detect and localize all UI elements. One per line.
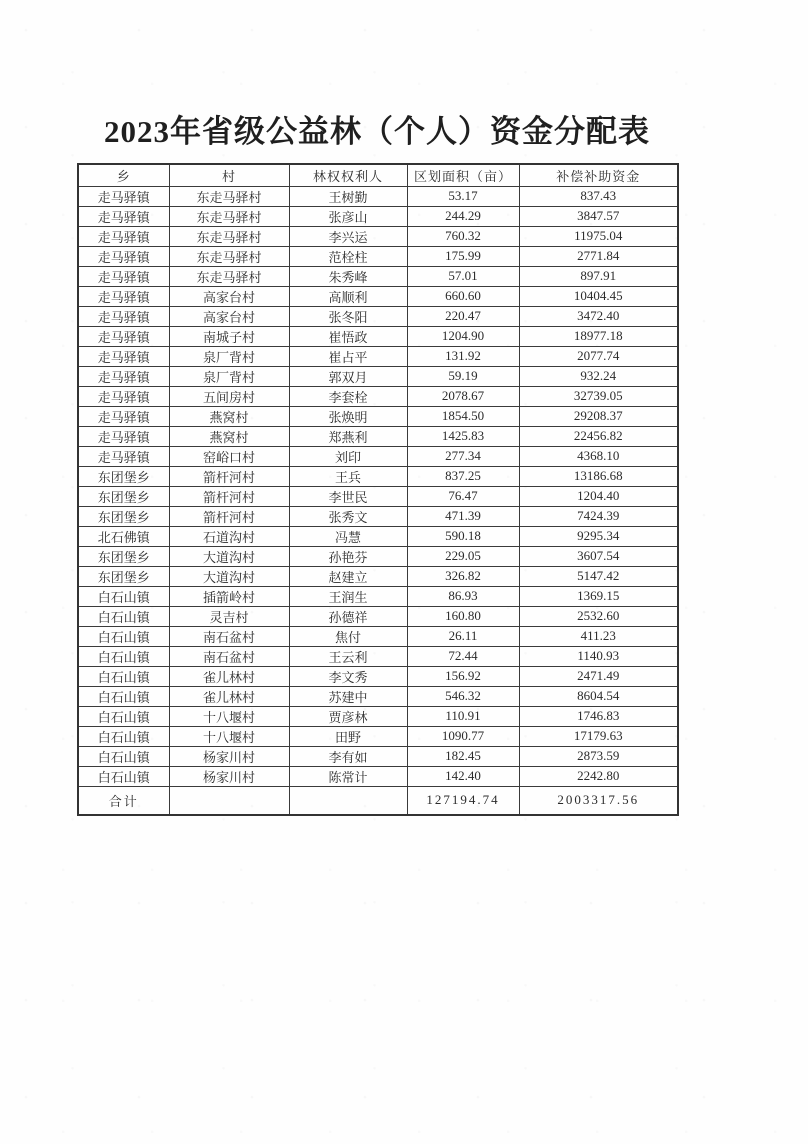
table-row [78,526,678,546]
cell-area: 1090.77 [407,726,519,746]
table-row [78,466,678,486]
cell-fund: 2471.49 [519,666,678,686]
cell-township: 走马驿镇 [78,426,169,446]
cell-village: 高家台村 [169,306,289,326]
cell-fund: 411.23 [519,626,678,646]
cell-rights-holder: 郑燕利 [289,426,407,446]
table-header [78,164,678,186]
cell-rights-holder: 李套栓 [289,386,407,406]
cell-township: 白石山镇 [78,646,169,666]
cell-area: 76.47 [407,486,519,506]
cell-village: 大道沟村 [169,566,289,586]
total-label: 合计 [78,786,169,815]
cell-area: 1425.83 [407,426,519,446]
cell-township: 北石佛镇 [78,526,169,546]
cell-fund: 22456.82 [519,426,678,446]
cell-village: 泉厂背村 [169,346,289,366]
cell-fund: 5147.42 [519,566,678,586]
cell-area: 110.91 [407,706,519,726]
cell-township: 走马驿镇 [78,206,169,226]
table-row [78,746,678,766]
cell-village: 东走马驿村 [169,246,289,266]
table-row [78,346,678,366]
cell-rights-holder: 苏建中 [289,686,407,706]
cell-township: 东团堡乡 [78,546,169,566]
table-row [78,286,678,306]
cell-township: 走马驿镇 [78,366,169,386]
cell-rights-holder: 王兵 [289,466,407,486]
cell-fund: 3847.57 [519,206,678,226]
cell-area: 660.60 [407,286,519,306]
cell-fund: 8604.54 [519,686,678,706]
cell-area: 131.92 [407,346,519,366]
cell-village: 高家台村 [169,286,289,306]
cell-fund: 9295.34 [519,526,678,546]
cell-village: 灵吉村 [169,606,289,626]
cell-area: 244.29 [407,206,519,226]
table-row [78,766,678,786]
cell-village: 东走马驿村 [169,186,289,206]
table-row [78,446,678,466]
table-row [78,546,678,566]
cell-rights-holder: 郭双月 [289,366,407,386]
cell-fund: 897.91 [519,266,678,286]
table-row [78,326,678,346]
cell-rights-holder: 赵建立 [289,566,407,586]
cell-area: 471.39 [407,506,519,526]
cell-village: 箭杆河村 [169,506,289,526]
table-row [78,706,678,726]
table-row [78,186,678,206]
column-header-rights-holder: 林权权利人 [289,164,407,186]
table-row [78,246,678,266]
column-header-area: 区划面积（亩） [407,164,519,186]
fund-allocation-table [77,163,679,816]
cell-fund: 29208.37 [519,406,678,426]
cell-township: 走马驿镇 [78,226,169,246]
cell-rights-holder: 李有如 [289,746,407,766]
cell-rights-holder: 王云利 [289,646,407,666]
cell-fund: 10404.45 [519,286,678,306]
cell-area: 182.45 [407,746,519,766]
cell-area: 546.32 [407,686,519,706]
cell-rights-holder: 焦付 [289,626,407,646]
table-row [78,206,678,226]
cell-area: 590.18 [407,526,519,546]
cell-fund: 32739.05 [519,386,678,406]
cell-village: 南城子村 [169,326,289,346]
cell-area: 53.17 [407,186,519,206]
total-empty-rights-holder [289,786,407,815]
cell-rights-holder: 李文秀 [289,666,407,686]
cell-township: 东团堡乡 [78,486,169,506]
cell-rights-holder: 崔悟政 [289,326,407,346]
cell-area: 57.01 [407,266,519,286]
cell-township: 走马驿镇 [78,286,169,306]
cell-rights-holder: 陈常计 [289,766,407,786]
cell-township: 白石山镇 [78,706,169,726]
cell-fund: 2532.60 [519,606,678,626]
cell-village: 燕窝村 [169,426,289,446]
cell-rights-holder: 王树勤 [289,186,407,206]
total-empty-village [169,786,289,815]
cell-township: 东团堡乡 [78,506,169,526]
cell-township: 走马驿镇 [78,326,169,346]
cell-township: 走马驿镇 [78,246,169,266]
cell-area: 760.32 [407,226,519,246]
cell-area: 72.44 [407,646,519,666]
cell-township: 走马驿镇 [78,266,169,286]
table-row [78,506,678,526]
cell-fund: 1204.40 [519,486,678,506]
cell-village: 箭杆河村 [169,466,289,486]
cell-fund: 2242.80 [519,766,678,786]
cell-village: 南石盆村 [169,626,289,646]
table-row [78,366,678,386]
cell-village: 雀儿林村 [169,686,289,706]
cell-township: 白石山镇 [78,586,169,606]
cell-fund: 2873.59 [519,746,678,766]
table-row [78,586,678,606]
table-row [78,266,678,286]
cell-rights-holder: 刘印 [289,446,407,466]
cell-village: 雀儿林村 [169,666,289,686]
cell-rights-holder: 田野 [289,726,407,746]
cell-rights-holder: 范栓柱 [289,246,407,266]
cell-rights-holder: 崔占平 [289,346,407,366]
document-title: 2023年省级公益林（个人）资金分配表 [104,114,650,149]
cell-village: 十八堰村 [169,706,289,726]
cell-fund: 932.24 [519,366,678,386]
cell-area: 175.99 [407,246,519,266]
cell-village: 箭杆河村 [169,486,289,506]
cell-rights-holder: 张彦山 [289,206,407,226]
table-footer [78,786,678,815]
cell-area: 86.93 [407,586,519,606]
cell-area: 229.05 [407,546,519,566]
cell-village: 十八堰村 [169,726,289,746]
cell-rights-holder: 孙德祥 [289,606,407,626]
cell-township: 白石山镇 [78,606,169,626]
cell-township: 走马驿镇 [78,406,169,426]
cell-township: 白石山镇 [78,626,169,646]
cell-area: 2078.67 [407,386,519,406]
cell-village: 东走马驿村 [169,206,289,226]
cell-area: 326.82 [407,566,519,586]
cell-rights-holder: 孙艳芬 [289,546,407,566]
cell-area: 1204.90 [407,326,519,346]
cell-township: 走马驿镇 [78,306,169,326]
cell-fund: 7424.39 [519,506,678,526]
total-fund-value: 2003317.56 [519,786,678,815]
table-row [78,226,678,246]
cell-fund: 13186.68 [519,466,678,486]
table-row [78,306,678,326]
table-row [78,426,678,446]
cell-fund: 837.43 [519,186,678,206]
cell-village: 插箭岭村 [169,586,289,606]
cell-township: 走马驿镇 [78,186,169,206]
table-row [78,566,678,586]
table-row [78,666,678,686]
cell-rights-holder: 张秀文 [289,506,407,526]
cell-village: 东走马驿村 [169,266,289,286]
cell-fund: 1369.15 [519,586,678,606]
cell-rights-holder: 朱秀峰 [289,266,407,286]
table-body [78,186,678,786]
cell-township: 东团堡乡 [78,466,169,486]
cell-area: 837.25 [407,466,519,486]
cell-village: 窑峪口村 [169,446,289,466]
cell-rights-holder: 王润生 [289,586,407,606]
cell-village: 大道沟村 [169,546,289,566]
cell-village: 燕窝村 [169,406,289,426]
cell-area: 220.47 [407,306,519,326]
table-row [78,406,678,426]
cell-rights-holder: 张冬阳 [289,306,407,326]
cell-area: 26.11 [407,626,519,646]
cell-fund: 18977.18 [519,326,678,346]
cell-fund: 2077.74 [519,346,678,366]
total-row [78,786,678,815]
table-header-row [78,164,678,186]
cell-fund: 11975.04 [519,226,678,246]
cell-fund: 4368.10 [519,446,678,466]
table-row [78,606,678,626]
cell-township: 白石山镇 [78,726,169,746]
cell-fund: 2771.84 [519,246,678,266]
cell-fund: 1140.93 [519,646,678,666]
cell-village: 石道沟村 [169,526,289,546]
cell-area: 142.40 [407,766,519,786]
cell-township: 白石山镇 [78,686,169,706]
table-row [78,386,678,406]
cell-village: 南石盆村 [169,646,289,666]
table-row [78,726,678,746]
cell-rights-holder: 李兴运 [289,226,407,246]
cell-area: 160.80 [407,606,519,626]
cell-township: 走马驿镇 [78,446,169,466]
cell-fund: 17179.63 [519,726,678,746]
cell-township: 白石山镇 [78,666,169,686]
cell-area: 59.19 [407,366,519,386]
column-header-township: 乡 [78,164,169,186]
table-row [78,486,678,506]
cell-village: 杨家川村 [169,746,289,766]
cell-village: 五间房村 [169,386,289,406]
cell-township: 走马驿镇 [78,386,169,406]
cell-township: 白石山镇 [78,766,169,786]
table-row [78,686,678,706]
total-area-value: 127194.74 [407,786,519,815]
cell-area: 156.92 [407,666,519,686]
cell-township: 白石山镇 [78,746,169,766]
cell-township: 东团堡乡 [78,566,169,586]
cell-rights-holder: 冯慧 [289,526,407,546]
cell-rights-holder: 高顺利 [289,286,407,306]
cell-rights-holder: 李世民 [289,486,407,506]
cell-fund: 3607.54 [519,546,678,566]
column-header-village: 村 [169,164,289,186]
cell-village: 杨家川村 [169,766,289,786]
cell-rights-holder: 贾彦林 [289,706,407,726]
cell-rights-holder: 张焕明 [289,406,407,426]
table-row [78,626,678,646]
cell-fund: 1746.83 [519,706,678,726]
cell-township: 走马驿镇 [78,346,169,366]
cell-area: 277.34 [407,446,519,466]
cell-village: 东走马驿村 [169,226,289,246]
table-row [78,646,678,666]
column-header-fund: 补偿补助资金 [519,164,678,186]
cell-area: 1854.50 [407,406,519,426]
cell-fund: 3472.40 [519,306,678,326]
cell-village: 泉厂背村 [169,366,289,386]
